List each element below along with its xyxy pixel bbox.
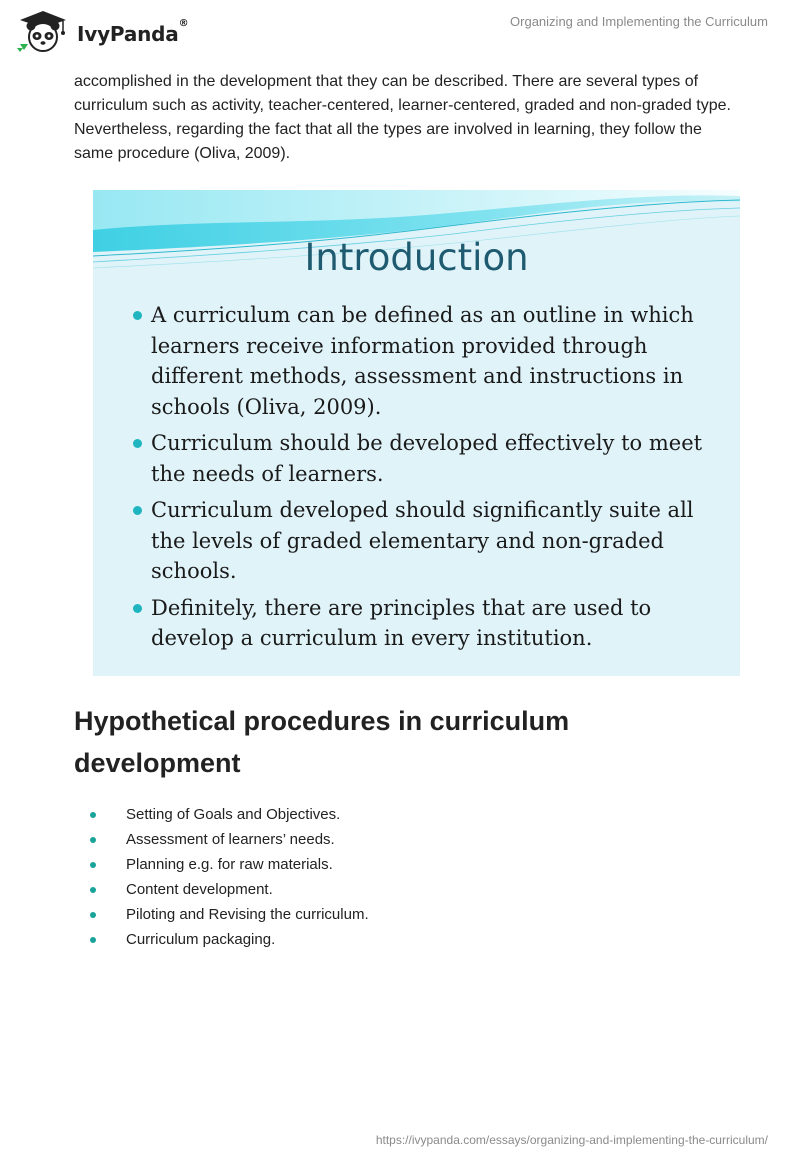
slide-bullet: Curriculum developed should significantly suite all the levels of graded elementary and non-graded schools. [133, 495, 723, 587]
logo-wordmark: IvyPanda® [77, 18, 189, 46]
bullet-dot-icon [90, 887, 96, 893]
bullet-dot-icon [133, 506, 142, 515]
ivypanda-logo[interactable] [14, 8, 214, 48]
list-item: Assessment of learners’ needs. [74, 827, 369, 852]
slide-title: Introduction [304, 236, 529, 279]
source-url[interactable]: https://ivypanda.com/essays/organizing-and-implementing-the-curriculum/ [375, 1133, 768, 1147]
body-paragraph: accomplished in the development that they can be described. There are several types of curriculum such as activity, teacher-centered, learner-centered, graded and non-graded type. Nevertheless, regarding the fact that all the types are involved in learning, they follow the same procedure (Oliva, 2009). [74, 73, 731, 162]
slide-bullet: A curriculum can be defined as an outline in which learners receive information provided through different methods, assessment and instructions in schools (Oliva, 2009). [133, 300, 723, 422]
list-item: Setting of Goals and Objectives. [74, 802, 369, 827]
page-header [0, 0, 800, 50]
slide-bullet: Definitely, there are principles that are used to develop a curriculum in every institution. [133, 593, 723, 654]
slide-bullet-list [133, 300, 723, 660]
introduction-slide-image [93, 190, 740, 676]
list-item: Content development. [74, 877, 369, 902]
bullet-dot-icon [133, 439, 142, 448]
bullet-dot-icon [90, 837, 96, 843]
bullet-dot-icon [90, 812, 96, 818]
bullet-dot-icon [133, 311, 142, 320]
bullet-dot-icon [90, 912, 96, 918]
panda-graduate-icon [14, 8, 72, 52]
procedure-list [74, 802, 369, 952]
document-title: Organizing and Implementing the Curriculum [510, 14, 768, 29]
list-item: Curriculum packaging. [74, 927, 369, 952]
section-heading: Hypothetical procedures in curriculum development [74, 706, 570, 778]
bullet-dot-icon [90, 862, 96, 868]
slide-bullet: Curriculum should be developed effectively to meet the needs of learners. [133, 428, 723, 489]
bullet-dot-icon [90, 937, 96, 943]
list-item: Piloting and Revising the curriculum. [74, 902, 369, 927]
bullet-dot-icon [133, 604, 142, 613]
list-item: Planning e.g. for raw materials. [74, 852, 369, 877]
